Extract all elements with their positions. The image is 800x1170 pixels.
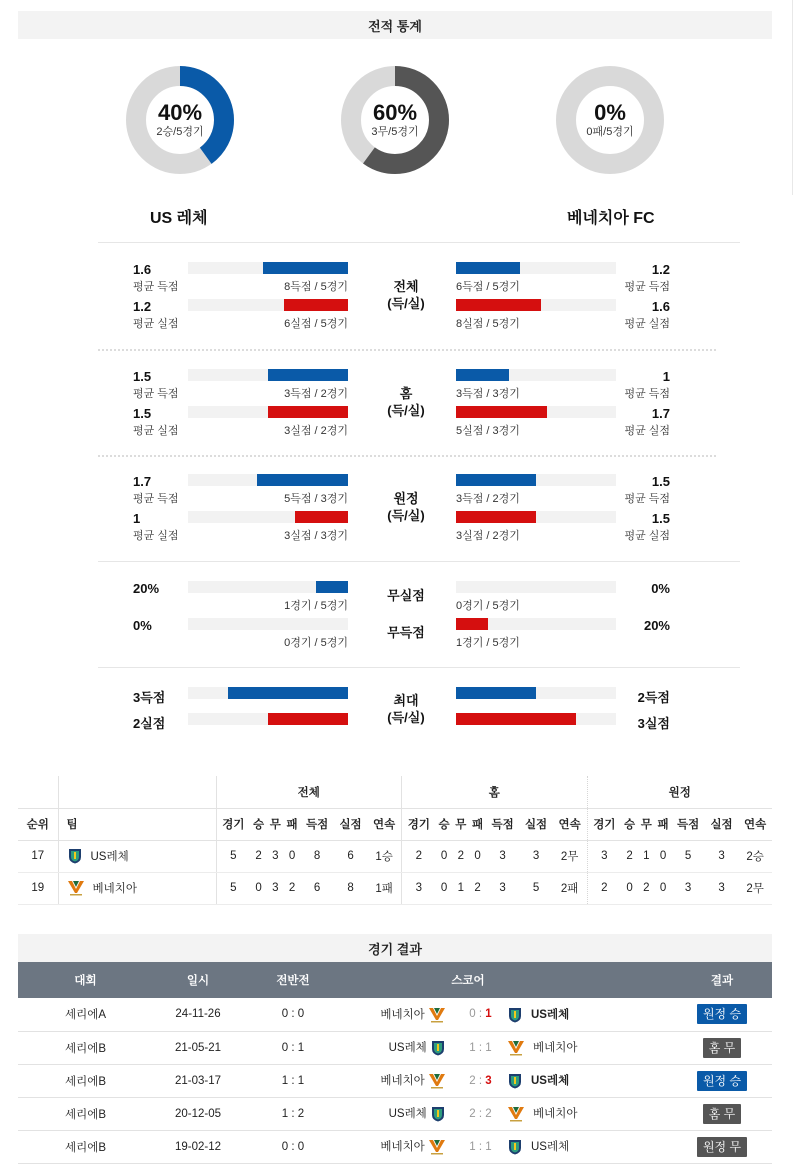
stat-all-2: 3 (267, 872, 284, 904)
header-col-all-1: 승 (250, 808, 267, 840)
away-clean-bar-fill (456, 618, 488, 630)
stat-all-3: 0 (284, 840, 301, 872)
draw-donut (340, 65, 450, 175)
away-stat-caption: 8실점 / 5경기 (456, 318, 520, 330)
result-cell (672, 1031, 772, 1064)
home-stat-label: 평균 실점 (133, 425, 179, 437)
away-stat-bar-fill (456, 262, 520, 274)
date-cell: 19-02-12 (153, 1130, 243, 1163)
venezia-logo-icon (507, 1040, 525, 1056)
away-stat-bar-fill (456, 474, 536, 486)
away-score: 1 (485, 1041, 492, 1054)
half-cell: 1 : 1 (243, 1064, 343, 1097)
away-stat-label: 평균 득점 (624, 388, 670, 400)
home-team-name: US 레체 (150, 210, 208, 227)
result-row (18, 1097, 772, 1130)
home-stat-bar-fill (284, 299, 348, 311)
home-team-cell (343, 998, 458, 1031)
away-stat-value: 1.5 (651, 474, 670, 489)
stat-away-0: 3 (587, 840, 621, 872)
result-cell (672, 1130, 772, 1163)
home-team: US레체 (388, 1042, 427, 1055)
header-col-away-1: 승 (621, 808, 638, 840)
home-stat-caption: 3득점 / 2경기 (284, 388, 348, 400)
home-max-bar-fill (268, 713, 348, 725)
header-col-home-3: 패 (469, 808, 486, 840)
away-clean-caption: 0경기 / 5경기 (456, 600, 520, 612)
venezia-logo-icon (67, 880, 85, 896)
header-col-home-1: 승 (436, 808, 453, 840)
home-stat-bar-track (188, 511, 348, 523)
home-team-cell (343, 1031, 458, 1064)
donut-subtext: 0패/5경기 (586, 126, 634, 138)
clean-label: 무실점 (387, 588, 425, 603)
stat-away-3: 0 (655, 872, 672, 904)
stat-away-3: 0 (655, 840, 672, 872)
score-cell: 2 : 2 (458, 1097, 503, 1130)
home-score: 2 (469, 1107, 476, 1120)
away-team: 베네치아 (533, 1108, 578, 1121)
half-cell: 0 : 0 (243, 998, 343, 1031)
header-col-home-4: 득점 (486, 808, 519, 840)
home-stat-bar-track (188, 262, 348, 274)
home-clean-caption: 0경기 / 5경기 (284, 637, 348, 649)
header-half: 전반전 (243, 962, 343, 998)
stat-home-5: 5 (519, 872, 552, 904)
stat-all-1: 0 (250, 872, 267, 904)
stat-away-6: 2승 (738, 840, 772, 872)
away-team: US레체 (531, 1008, 570, 1021)
away-max-value: 2득점 (637, 690, 670, 705)
home-score: 1 (469, 1041, 476, 1054)
away-team: US레체 (531, 1075, 570, 1088)
team-cell[interactable] (58, 872, 216, 904)
stat-away-1: 2 (621, 840, 638, 872)
away-clean-caption: 1경기 / 5경기 (456, 637, 520, 649)
result-row (18, 1130, 772, 1163)
away-stat-value: 1.5 (651, 511, 670, 526)
home-stat-bar-track (188, 369, 348, 381)
lecce-logo-icon (507, 1073, 523, 1089)
results-title: 경기 결과 (18, 934, 772, 962)
max-sublabel: (득/실) (387, 710, 425, 725)
stat-away-6: 2무 (738, 872, 772, 904)
dotted-divider (98, 349, 716, 351)
header-col-home-6: 연속 (553, 808, 587, 840)
result-badge: 원정 승 (697, 1071, 747, 1091)
away-stat-bar-fill (456, 369, 509, 381)
away-stat-value: 1.2 (651, 262, 670, 277)
stat-all-4: 8 (300, 840, 333, 872)
header-col-all-5: 실점 (334, 808, 367, 840)
lecce-logo-icon (430, 1040, 446, 1056)
header-col-away-3: 패 (655, 808, 672, 840)
home-stat-caption: 3실점 / 2경기 (284, 425, 348, 437)
stats-title: 전적 통계 (18, 11, 772, 39)
away-clean-bar-track (456, 581, 616, 593)
home-team-cell (343, 1097, 458, 1130)
result-badge: 홈 무 (703, 1038, 742, 1058)
section-sublabel: (득/실) (387, 508, 425, 523)
away-max-value: 3실점 (637, 716, 670, 731)
away-max-bar-track (456, 713, 616, 725)
away-stat-caption: 3득점 / 3경기 (456, 388, 520, 400)
stat-home-4: 3 (486, 872, 519, 904)
header-col-home-2: 무 (452, 808, 469, 840)
away-stat-value: 1.7 (651, 406, 670, 421)
header-col-away-2: 무 (638, 808, 655, 840)
stat-home-3: 0 (469, 840, 486, 872)
group-all: 전체 (216, 776, 402, 808)
home-stat-value: 1.2 (133, 299, 152, 314)
date-cell: 21-05-21 (153, 1031, 243, 1064)
stat-all-0: 5 (216, 872, 250, 904)
away-loss-donut (555, 65, 665, 175)
away-team-cell (503, 998, 593, 1031)
venezia-logo-icon (428, 1073, 446, 1089)
away-team-cell (503, 1064, 593, 1097)
away-stat-bar-fill (456, 299, 541, 311)
date-cell: 20-12-05 (153, 1097, 243, 1130)
home-team: 베네치아 (380, 1141, 425, 1154)
header-col-away-4: 득점 (671, 808, 704, 840)
header-col-away-6: 연속 (738, 808, 772, 840)
result-cell (672, 1097, 772, 1130)
venezia-logo-icon (428, 1007, 446, 1023)
result-badge: 원정 무 (697, 1137, 747, 1157)
stat-home-6: 2무 (553, 840, 587, 872)
league-cell: 세리에B (18, 1130, 153, 1163)
header-col-home-0: 경기 (402, 808, 436, 840)
away-score: 2 (485, 1107, 492, 1120)
stat-all-6: 1패 (367, 872, 401, 904)
result-badge: 원정 승 (697, 1004, 747, 1024)
league-cell: 세리에B (18, 1064, 153, 1097)
home-stat-label: 평균 득점 (133, 281, 179, 293)
donut-subtext: 3무/5경기 (371, 126, 419, 138)
home-clean-value: 20% (133, 581, 160, 596)
home-win-donut (125, 65, 235, 175)
home-score: 2 (469, 1074, 476, 1087)
away-stat-label: 평균 득점 (624, 493, 670, 505)
home-stat-caption: 5득점 / 3경기 (284, 493, 348, 505)
stat-away-2: 1 (638, 840, 655, 872)
home-score: 1 (469, 1140, 476, 1153)
stat-home-1: 0 (436, 872, 453, 904)
date-cell: 21-03-17 (153, 1064, 243, 1097)
away-stat-bar-track (456, 299, 616, 311)
lecce-logo-icon (67, 848, 83, 864)
away-stat-label: 평균 실점 (624, 425, 670, 437)
away-stat-label: 평균 실점 (624, 318, 670, 330)
home-max-value: 3득점 (133, 690, 166, 705)
away-stat-bar-track (456, 511, 616, 523)
half-cell: 0 : 1 (243, 1031, 343, 1064)
away-clean-value: 0% (651, 581, 670, 596)
home-team: 베네치아 (380, 1075, 425, 1088)
away-team-cell (503, 1031, 593, 1064)
home-stat-bar-track (188, 474, 348, 486)
team-cell[interactable] (58, 840, 216, 872)
result-row (18, 1064, 772, 1097)
team-name: 베네치아 (92, 883, 137, 895)
away-max-bar-fill (456, 713, 576, 725)
half-cell: 1 : 2 (243, 1097, 343, 1130)
team-name: US레체 (90, 851, 129, 863)
rank-cell: 19 (18, 872, 58, 904)
stat-all-0: 5 (216, 840, 250, 872)
home-max-bar-track (188, 687, 348, 699)
home-clean-bar-fill (316, 581, 348, 593)
max-label: 최대 (393, 693, 419, 708)
home-max-value: 2실점 (133, 716, 166, 731)
section-label: 홈 (399, 386, 413, 401)
header-col-all-0: 경기 (216, 808, 250, 840)
home-stat-bar-track (188, 406, 348, 418)
score-cell: 1 : 1 (458, 1130, 503, 1163)
home-stat-caption: 3실점 / 3경기 (284, 530, 348, 542)
home-stat-value: 1.7 (133, 474, 152, 489)
home-score: 0 (469, 1008, 476, 1021)
half-cell: 0 : 0 (243, 1130, 343, 1163)
home-stat-value: 1.5 (133, 369, 152, 384)
stat-home-2: 2 (452, 840, 469, 872)
away-max-bar-fill (456, 687, 536, 699)
stat-home-0: 3 (402, 872, 436, 904)
stat-away-0: 2 (587, 872, 621, 904)
stat-home-4: 3 (486, 840, 519, 872)
away-stat-bar-fill (456, 406, 547, 418)
header-team: 팀 (58, 808, 216, 840)
home-stat-label: 평균 득점 (133, 388, 179, 400)
away-stat-bar-track (456, 369, 616, 381)
away-stat-value: 1.6 (651, 299, 670, 314)
home-team-cell (343, 1064, 458, 1097)
home-team: 베네치아 (380, 1008, 425, 1021)
donut-percent: 40% (157, 100, 203, 125)
home-clean-bar-track (188, 618, 348, 630)
stat-away-4: 5 (671, 840, 704, 872)
scrollbar-edge[interactable] (792, 0, 800, 195)
stat-away-4: 3 (671, 872, 704, 904)
section-label: 전체 (393, 279, 419, 294)
home-stat-bar-fill (268, 406, 348, 418)
home-clean-caption: 1경기 / 5경기 (284, 600, 348, 612)
rank-cell: 17 (18, 840, 58, 872)
header-col-home-5: 실점 (519, 808, 552, 840)
header-col-away-5: 실점 (705, 808, 738, 840)
score-cell: 0 : 1 (458, 998, 503, 1031)
stat-home-6: 2패 (553, 872, 587, 904)
home-stat-bar-fill (257, 474, 348, 486)
divider (98, 667, 740, 668)
away-stat-caption: 3득점 / 2경기 (456, 493, 520, 505)
league-cell: 세리에B (18, 1031, 153, 1064)
donut-percent: 60% (372, 100, 418, 125)
away-stat-bar-track (456, 262, 616, 274)
stat-away-1: 0 (621, 872, 638, 904)
home-stat-caption: 8득점 / 5경기 (284, 281, 348, 293)
home-stat-value: 1.6 (133, 262, 152, 277)
stat-away-2: 2 (638, 872, 655, 904)
date-cell: 24-11-26 (153, 998, 243, 1031)
away-stat-caption: 6득점 / 5경기 (456, 281, 520, 293)
group-away: 원정 (587, 776, 772, 808)
away-score: 1 (485, 1140, 492, 1153)
section-sublabel: (득/실) (387, 403, 425, 418)
away-stat-bar-track (456, 406, 616, 418)
home-stat-bar-fill (268, 369, 348, 381)
header-col-all-2: 무 (267, 808, 284, 840)
header-date: 일시 (153, 962, 243, 998)
stat-all-2: 3 (267, 840, 284, 872)
stat-all-3: 2 (284, 872, 301, 904)
home-stat-bar-fill (295, 511, 348, 523)
dotted-divider (98, 455, 716, 457)
stat-home-5: 3 (519, 840, 552, 872)
home-max-bar-fill (228, 687, 348, 699)
header-col-all-6: 연속 (367, 808, 401, 840)
away-stat-caption: 3실점 / 2경기 (456, 530, 520, 542)
lecce-logo-icon (507, 1139, 523, 1155)
standings-table (18, 776, 772, 905)
result-badge: 홈 무 (703, 1104, 742, 1124)
section-sublabel: (득/실) (387, 296, 425, 311)
away-team: US레체 (531, 1141, 570, 1154)
header-col-away-0: 경기 (587, 808, 621, 840)
home-stat-bar-fill (263, 262, 348, 274)
away-team-cell (503, 1097, 593, 1130)
stat-home-1: 0 (436, 840, 453, 872)
header-rank: 순위 (18, 808, 58, 840)
away-stat-caption: 5실점 / 3경기 (456, 425, 520, 437)
score-cell: 1 : 1 (458, 1031, 503, 1064)
home-stat-bar-track (188, 299, 348, 311)
home-stat-value: 1 (133, 511, 141, 526)
home-clean-value: 0% (133, 618, 152, 633)
home-stat-label: 평균 실점 (133, 530, 179, 542)
home-stat-label: 평균 득점 (133, 493, 179, 505)
away-score: 1 (485, 1008, 492, 1021)
stat-home-2: 1 (452, 872, 469, 904)
lecce-logo-icon (507, 1007, 523, 1023)
away-max-bar-track (456, 687, 616, 699)
league-cell: 세리에A (18, 998, 153, 1031)
divider (98, 242, 740, 243)
stat-home-3: 2 (469, 872, 486, 904)
lecce-logo-icon (430, 1106, 446, 1122)
stat-away-5: 3 (705, 840, 738, 872)
home-team: US레체 (388, 1108, 427, 1121)
stat-all-5: 8 (334, 872, 367, 904)
home-stat-value: 1.5 (133, 406, 152, 421)
home-max-bar-track (188, 713, 348, 725)
away-stat-bar-fill (456, 511, 536, 523)
header-result: 결과 (672, 962, 772, 998)
away-stat-label: 평균 실점 (624, 530, 670, 542)
away-team: 베네치아 (533, 1042, 578, 1055)
result-cell (672, 1064, 772, 1097)
result-cell (672, 998, 772, 1031)
donut-percent: 0% (594, 100, 626, 125)
home-stat-label: 평균 실점 (133, 318, 179, 330)
header-col-all-4: 득점 (300, 808, 333, 840)
away-stat-label: 평균 득점 (624, 281, 670, 293)
away-clean-value: 20% (643, 618, 670, 633)
home-team-cell (343, 1130, 458, 1163)
stat-all-6: 1승 (367, 840, 401, 872)
away-team-name: 베네치아 FC (567, 210, 655, 227)
venezia-logo-icon (507, 1106, 525, 1122)
stat-away-5: 3 (705, 872, 738, 904)
away-stat-value: 1 (662, 369, 670, 384)
header-league: 대회 (18, 962, 153, 998)
stat-all-5: 6 (334, 840, 367, 872)
away-clean-bar-track (456, 618, 616, 630)
clean-label: 무득점 (387, 625, 425, 640)
home-stat-caption: 6실점 / 5경기 (284, 318, 348, 330)
header-col-all-3: 패 (284, 808, 301, 840)
section-label: 원정 (393, 491, 419, 506)
stat-home-0: 2 (402, 840, 436, 872)
results-table (18, 962, 772, 1164)
away-team-cell (503, 1130, 593, 1163)
donut-subtext: 2승/5경기 (156, 126, 204, 138)
group-home: 홈 (402, 776, 588, 808)
home-clean-bar-track (188, 581, 348, 593)
league-cell: 세리에B (18, 1097, 153, 1130)
away-stat-bar-track (456, 474, 616, 486)
venezia-logo-icon (428, 1139, 446, 1155)
score-cell: 2 : 3 (458, 1064, 503, 1097)
stat-all-4: 6 (300, 872, 333, 904)
stat-all-1: 2 (250, 840, 267, 872)
result-row (18, 1031, 772, 1064)
result-row (18, 998, 772, 1031)
header-score: 스코어 (343, 962, 593, 998)
away-score: 3 (485, 1074, 492, 1087)
divider (98, 561, 740, 562)
